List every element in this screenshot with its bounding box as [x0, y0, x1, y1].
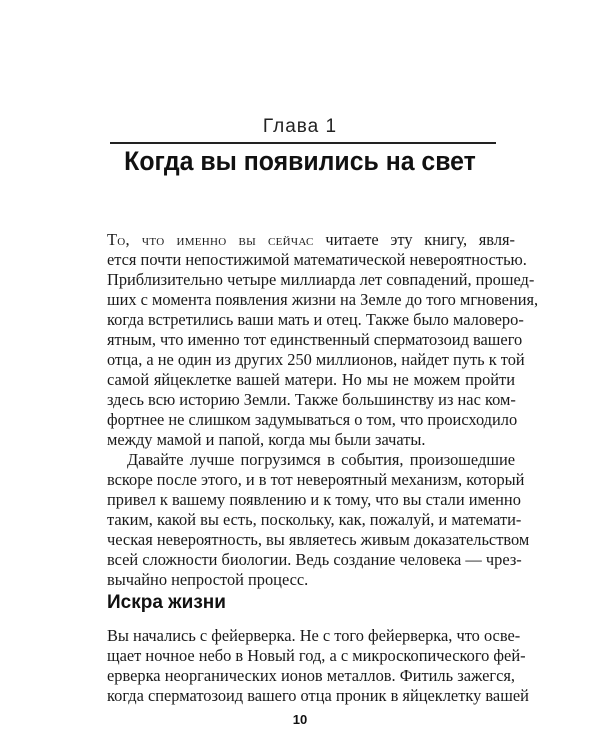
paragraph-1-line: самой яйцеклетке вашей матери. Но мы не можем пройти — [107, 370, 515, 389]
chapter-label: Глава 1 — [262, 116, 338, 137]
paragraph-2-line: привел к вашему появлению и к тому, что вы стали именно — [107, 490, 521, 509]
page-number: 10 — [292, 712, 308, 727]
paragraph-2-line: Давайте лучше погрузимся в события, произошедшие — [127, 450, 515, 469]
paragraph-1-line: здесь всю историю Земли. Также большинству из нас ком- — [107, 390, 516, 409]
paragraph-1-line — [107, 230, 515, 250]
paragraph-1-line: ших с момента появления жизни на Земле до того мгновения, — [107, 290, 539, 309]
paragraph-1-line: когда встретились ваши мать и отец. Также было маловеро- — [107, 310, 524, 329]
paragraph-1-line-1-rest: читаете эту книгу, явля- — [313, 230, 515, 249]
paragraph-1-line: отца, а не один из других 250 миллионов, найдет путь к той — [107, 350, 525, 369]
chapter-rule — [110, 142, 496, 144]
paragraph-2-line: всей сложности биологии. Ведь создание человека — чрез- — [107, 550, 522, 569]
section-heading: Искра жизни — [107, 592, 226, 613]
paragraph-2-line: вычайно непростой процесс. — [107, 570, 309, 589]
paragraph-3-line: когда сперматозоид вашего отца проник в яйцеклетку вашей — [107, 686, 529, 705]
paragraph-3-line: Вы начались с фейерверка. Не с того фейерверка, что осве- — [107, 626, 521, 645]
paragraph-2-line: таким, какой вы есть, поскольку, как, пожалуй, и математи- — [107, 510, 522, 529]
paragraph-1-line: Приблизительно четыре миллиарда лет совпадений, прошед- — [107, 270, 535, 289]
paragraph-3-line: щает ночное небо в Новый год, а с микроскопического фей- — [107, 646, 526, 665]
paragraph-2-line: ческая невероятность, вы являетесь живым доказательством — [107, 530, 530, 549]
paragraph-1-line: ется почти непостижимой математической невероятностью. — [107, 250, 527, 269]
paragraph-1-line: ятным, что именно тот единственный сперматозоид вашего — [107, 330, 523, 349]
paragraph-3-line: ерверка неорганических ионов металлов. Фитиль зажегся, — [107, 666, 515, 685]
paragraph-1-line: между мамой и папой, когда мы были зачаты. — [107, 430, 426, 449]
paragraph-1-line: фортнее не слишком задумываться о том, что происходило — [107, 410, 518, 429]
paragraph-lead: То, что именно вы сейчас — [107, 230, 314, 249]
paragraph-2-line: вскоре после этого, и в тот невероятный механизм, который — [107, 470, 525, 489]
chapter-title: Когда вы появились на свет — [124, 146, 476, 176]
